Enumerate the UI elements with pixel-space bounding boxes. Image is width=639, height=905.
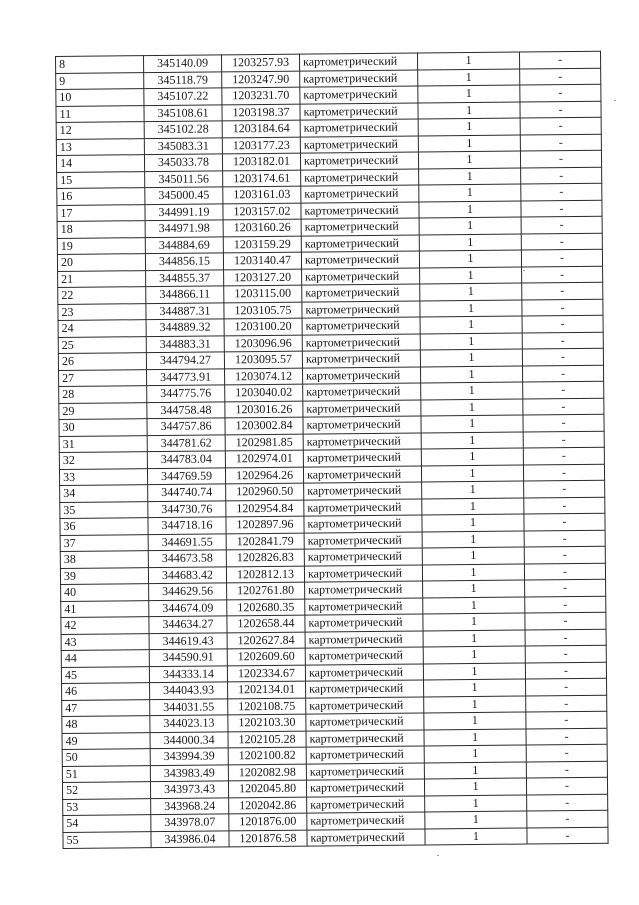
method-cell: картометрический <box>301 202 419 220</box>
accuracy-cell: 1 <box>421 415 523 432</box>
point-number-cell: 9 <box>56 72 144 89</box>
x-coordinate-cell: 344333.14 <box>149 665 227 682</box>
x-coordinate-cell: 344783.04 <box>147 451 225 468</box>
y-coordinate-cell: 1202100.82 <box>228 747 306 764</box>
y-coordinate-cell: 1202897.96 <box>226 516 304 533</box>
accuracy-cell: 1 <box>425 811 527 828</box>
method-cell: картометрический <box>302 284 420 302</box>
point-number-cell: 35 <box>60 501 148 518</box>
note-cell: - <box>523 447 604 464</box>
point-number-cell: 52 <box>62 782 150 799</box>
accuracy-cell: 1 <box>425 828 527 845</box>
accuracy-cell: 1 <box>420 316 522 333</box>
x-coordinate-cell: 343968.24 <box>151 797 229 814</box>
y-coordinate-cell: 1203159.29 <box>223 236 301 253</box>
accuracy-cell: 1 <box>423 646 525 663</box>
method-cell: картометрический <box>302 301 420 319</box>
y-coordinate-cell: 1203040.02 <box>225 384 303 401</box>
accuracy-cell: 1 <box>423 663 525 680</box>
method-cell: картометрический <box>300 119 418 137</box>
y-coordinate-cell: 1203157.02 <box>223 203 301 220</box>
y-coordinate-cell: 1202826.83 <box>226 549 304 566</box>
y-coordinate-cell: 1203002.84 <box>225 417 303 434</box>
method-cell: картометрический <box>304 498 422 516</box>
accuracy-cell: 1 <box>418 118 520 135</box>
y-coordinate-cell: 1201876.58 <box>229 830 307 847</box>
note-cell: - <box>521 216 602 233</box>
point-number-cell: 50 <box>62 749 150 766</box>
accuracy-cell: 1 <box>420 349 522 366</box>
y-coordinate-cell: 1203257.93 <box>221 54 299 71</box>
accuracy-cell: 1 <box>424 679 526 696</box>
point-number-cell: 17 <box>57 204 145 221</box>
accuracy-cell: 1 <box>424 762 526 779</box>
method-cell: картометрический <box>299 53 417 71</box>
accuracy-cell: 1 <box>419 168 521 185</box>
method-cell: картометрический <box>301 251 419 269</box>
point-number-cell: 41 <box>61 600 149 617</box>
note-cell: - <box>525 579 606 596</box>
note-cell: - <box>521 200 602 217</box>
point-number-cell: 18 <box>57 221 145 238</box>
accuracy-cell: 1 <box>419 250 521 267</box>
scan-speck <box>437 855 439 856</box>
x-coordinate-cell: 344634.27 <box>149 616 227 633</box>
x-coordinate-cell: 345108.61 <box>144 104 222 121</box>
method-cell: картометрический <box>302 268 420 286</box>
point-number-cell: 23 <box>58 303 146 320</box>
accuracy-cell: 1 <box>418 102 520 119</box>
y-coordinate-cell: 1202960.50 <box>226 483 304 500</box>
y-coordinate-cell: 1202105.28 <box>228 731 306 748</box>
point-number-cell: 38 <box>60 551 148 568</box>
y-coordinate-cell: 1202134.01 <box>228 681 306 698</box>
note-cell: - <box>524 563 605 580</box>
y-coordinate-cell: 1203160.26 <box>223 219 301 236</box>
y-coordinate-cell: 1202761.80 <box>227 582 305 599</box>
accuracy-cell: 1 <box>423 580 525 597</box>
note-cell: - <box>520 68 601 85</box>
note-cell: - <box>523 381 604 398</box>
method-cell: картометрический <box>300 86 418 104</box>
x-coordinate-cell: 344718.16 <box>148 517 226 534</box>
point-number-cell: 14 <box>56 155 144 172</box>
point-number-cell: 27 <box>59 369 147 386</box>
accuracy-cell: 1 <box>424 712 526 729</box>
y-coordinate-cell: 1203174.61 <box>223 170 301 187</box>
accuracy-cell: 1 <box>420 366 522 383</box>
x-coordinate-cell: 345000.45 <box>145 187 223 204</box>
note-cell: - <box>526 761 607 778</box>
x-coordinate-cell: 344757.86 <box>147 418 225 435</box>
note-cell: - <box>527 794 608 811</box>
accuracy-cell: 1 <box>418 151 520 168</box>
point-number-cell: 22 <box>58 287 146 304</box>
note-cell: - <box>522 299 603 316</box>
y-coordinate-cell: 1203074.12 <box>225 368 303 385</box>
x-coordinate-cell: 344856.15 <box>145 253 223 270</box>
method-cell: картометрический <box>303 383 421 401</box>
note-cell: - <box>527 827 608 844</box>
note-cell: - <box>523 398 604 415</box>
y-coordinate-cell: 1203095.57 <box>224 351 302 368</box>
method-cell: картометрический <box>306 680 424 698</box>
point-number-cell: 45 <box>61 666 149 683</box>
accuracy-cell: 1 <box>419 201 521 218</box>
method-cell: картометрический <box>301 235 419 253</box>
accuracy-cell: 1 <box>421 382 523 399</box>
accuracy-cell: 1 <box>422 547 524 564</box>
point-number-cell: 31 <box>59 435 147 452</box>
method-cell: картометрический <box>301 185 419 203</box>
x-coordinate-cell: 345102.28 <box>144 121 222 138</box>
method-cell: картометрический <box>304 548 422 566</box>
note-cell: - <box>522 282 603 299</box>
note-cell: - <box>520 134 601 151</box>
note-cell: - <box>524 480 605 497</box>
x-coordinate-cell: 343978.07 <box>151 814 229 831</box>
x-coordinate-cell: 344031.55 <box>150 698 228 715</box>
method-cell: картометрический <box>302 334 420 352</box>
x-coordinate-cell: 344769.59 <box>147 467 225 484</box>
y-coordinate-cell: 1203140.47 <box>223 252 301 269</box>
accuracy-cell: 1 <box>424 778 526 795</box>
y-coordinate-cell: 1202981.85 <box>225 434 303 451</box>
accuracy-cell: 1 <box>422 498 524 515</box>
x-coordinate-cell: 343994.39 <box>150 748 228 765</box>
point-number-cell: 54 <box>63 815 151 832</box>
y-coordinate-cell: 1201876.00 <box>229 813 307 830</box>
accuracy-cell: 1 <box>421 465 523 482</box>
accuracy-cell: 1 <box>424 745 526 762</box>
x-coordinate-cell: 344683.42 <box>148 566 226 583</box>
point-number-cell: 44 <box>61 650 149 667</box>
accuracy-cell: 1 <box>419 234 521 251</box>
x-coordinate-cell: 344971.98 <box>145 220 223 237</box>
coordinates-table <box>55 51 609 849</box>
point-number-cell: 55 <box>63 831 151 848</box>
point-number-cell: 11 <box>56 105 144 122</box>
method-cell: картометрический <box>303 416 421 434</box>
y-coordinate-cell: 1203198.37 <box>222 104 300 121</box>
x-coordinate-cell: 345083.31 <box>144 137 222 154</box>
method-cell: картометрический <box>300 70 418 88</box>
method-cell: картометрический <box>305 614 423 632</box>
accuracy-cell: 1 <box>420 283 522 300</box>
note-cell: - <box>523 464 604 481</box>
x-coordinate-cell: 344590.91 <box>149 649 227 666</box>
point-number-cell: 24 <box>58 320 146 337</box>
note-cell: - <box>521 167 602 184</box>
accuracy-cell: 1 <box>423 597 525 614</box>
point-number-cell: 13 <box>56 138 144 155</box>
point-number-cell: 43 <box>61 633 149 650</box>
note-cell: - <box>525 645 606 662</box>
y-coordinate-cell: 1203096.96 <box>224 335 302 352</box>
x-coordinate-cell: 344691.55 <box>148 533 226 550</box>
x-coordinate-cell: 343973.43 <box>150 781 228 798</box>
point-number-cell: 10 <box>56 89 144 106</box>
note-cell: - <box>526 695 607 712</box>
accuracy-cell: 1 <box>420 267 522 284</box>
point-number-cell: 28 <box>59 386 147 403</box>
y-coordinate-cell: 1202964.26 <box>225 467 303 484</box>
point-number-cell: 49 <box>62 732 150 749</box>
point-number-cell: 16 <box>57 188 145 205</box>
point-number-cell: 47 <box>62 699 150 716</box>
accuracy-cell: 1 <box>423 630 525 647</box>
y-coordinate-cell: 1203016.26 <box>225 401 303 418</box>
point-number-cell: 33 <box>59 468 147 485</box>
accuracy-cell: 1 <box>422 481 524 498</box>
y-coordinate-cell: 1202627.84 <box>227 632 305 649</box>
method-cell: картометрический <box>305 597 423 615</box>
note-cell: - <box>522 315 603 332</box>
y-coordinate-cell: 1202082.98 <box>228 764 306 781</box>
y-coordinate-cell: 1202954.84 <box>226 500 304 517</box>
accuracy-cell: 1 <box>417 52 519 69</box>
accuracy-cell: 1 <box>420 333 522 350</box>
note-cell: - <box>522 332 603 349</box>
point-number-cell: 26 <box>58 353 146 370</box>
scan-speck <box>523 270 525 271</box>
method-cell: картометрический <box>301 218 419 236</box>
x-coordinate-cell: 344889.32 <box>146 319 224 336</box>
method-cell: картометрический <box>306 779 424 797</box>
method-cell: картометрический <box>302 317 420 335</box>
method-cell: картометрический <box>300 136 418 154</box>
accuracy-cell: 1 <box>420 300 522 317</box>
method-cell: картометрический <box>304 564 422 582</box>
y-coordinate-cell: 1202334.67 <box>227 665 305 682</box>
point-number-cell: 37 <box>60 534 148 551</box>
x-coordinate-cell: 345033.78 <box>144 154 222 171</box>
point-number-cell: 40 <box>61 584 149 601</box>
note-cell: - <box>524 546 605 563</box>
note-cell: - <box>525 629 606 646</box>
x-coordinate-cell: 344884.69 <box>145 236 223 253</box>
x-coordinate-cell: 344794.27 <box>146 352 224 369</box>
y-coordinate-cell: 1203100.20 <box>224 318 302 335</box>
x-coordinate-cell: 344758.48 <box>147 401 225 418</box>
point-number-cell: 12 <box>56 122 144 139</box>
point-number-cell: 46 <box>62 683 150 700</box>
y-coordinate-cell: 1203115.00 <box>224 285 302 302</box>
point-number-cell: 15 <box>57 171 145 188</box>
note-cell: - <box>522 348 603 365</box>
y-coordinate-cell: 1203231.70 <box>222 87 300 104</box>
note-cell: - <box>521 249 602 266</box>
point-number-cell: 29 <box>59 402 147 419</box>
point-number-cell: 20 <box>57 254 145 271</box>
point-number-cell: 30 <box>59 419 147 436</box>
note-cell: - <box>523 414 604 431</box>
accuracy-cell: 1 <box>423 613 525 630</box>
x-coordinate-cell: 344674.09 <box>149 599 227 616</box>
note-cell: - <box>526 744 607 761</box>
method-cell: картометрический <box>303 367 421 385</box>
x-coordinate-cell: 345118.79 <box>144 71 222 88</box>
x-coordinate-cell: 343983.49 <box>150 764 228 781</box>
method-cell: картометрический <box>306 746 424 764</box>
accuracy-cell: 1 <box>418 85 520 102</box>
x-coordinate-cell: 344773.91 <box>147 368 225 385</box>
note-cell: - <box>527 810 608 827</box>
note-cell: - <box>525 612 606 629</box>
x-coordinate-cell: 344619.43 <box>149 632 227 649</box>
method-cell: картометрический <box>307 828 425 846</box>
x-coordinate-cell: 344775.76 <box>147 385 225 402</box>
x-coordinate-cell: 344629.56 <box>149 583 227 600</box>
method-cell: картометрический <box>304 515 422 533</box>
point-number-cell: 39 <box>60 567 148 584</box>
method-cell: картометрический <box>300 103 418 121</box>
y-coordinate-cell: 1202108.75 <box>228 698 306 715</box>
accuracy-cell: 1 <box>419 184 521 201</box>
y-coordinate-cell: 1202680.35 <box>227 599 305 616</box>
y-coordinate-cell: 1202045.80 <box>228 780 306 797</box>
method-cell: картометрический <box>307 795 425 813</box>
x-coordinate-cell: 344043.93 <box>150 682 228 699</box>
scan-speck <box>614 100 616 101</box>
method-cell: картометрический <box>305 663 423 681</box>
note-cell: - <box>526 728 607 745</box>
note-cell: - <box>522 266 603 283</box>
accuracy-cell: 1 <box>421 399 523 416</box>
method-cell: картометрический <box>306 729 424 747</box>
y-coordinate-cell: 1202658.44 <box>227 615 305 632</box>
y-coordinate-cell: 1202609.60 <box>227 648 305 665</box>
note-cell: - <box>526 777 607 794</box>
y-coordinate-cell: 1202103.30 <box>228 714 306 731</box>
accuracy-cell: 1 <box>422 564 524 581</box>
x-coordinate-cell: 344883.31 <box>146 335 224 352</box>
note-cell: - <box>519 51 600 68</box>
y-coordinate-cell: 1202841.79 <box>226 533 304 550</box>
method-cell: картометрический <box>303 400 421 418</box>
method-cell: картометрический <box>301 169 419 187</box>
note-cell: - <box>522 365 603 382</box>
note-cell: - <box>521 233 602 250</box>
y-coordinate-cell: 1203177.23 <box>222 137 300 154</box>
note-cell: - <box>526 678 607 695</box>
accuracy-cell: 1 <box>422 531 524 548</box>
note-cell: - <box>520 117 601 134</box>
note-cell: - <box>524 530 605 547</box>
x-coordinate-cell: 343986.04 <box>151 830 229 847</box>
method-cell: картометрический <box>300 152 418 170</box>
x-coordinate-cell: 344887.31 <box>146 302 224 319</box>
y-coordinate-cell: 1203184.64 <box>222 120 300 137</box>
method-cell: картометрический <box>302 350 420 368</box>
point-number-cell: 48 <box>62 716 150 733</box>
x-coordinate-cell: 344991.19 <box>145 203 223 220</box>
accuracy-cell: 1 <box>425 795 527 812</box>
method-cell: картометрический <box>306 713 424 731</box>
point-number-cell: 25 <box>58 336 146 353</box>
y-coordinate-cell: 1203161.03 <box>223 186 301 203</box>
y-coordinate-cell: 1203247.90 <box>222 71 300 88</box>
note-cell: - <box>524 497 605 514</box>
note-cell: - <box>524 513 605 530</box>
accuracy-cell: 1 <box>421 448 523 465</box>
y-coordinate-cell: 1203127.20 <box>224 269 302 286</box>
note-cell: - <box>520 101 601 118</box>
note-cell: - <box>526 711 607 728</box>
x-coordinate-cell: 344023.13 <box>150 715 228 732</box>
accuracy-cell: 1 <box>418 69 520 86</box>
method-cell: картометрический <box>303 433 421 451</box>
point-number-cell: 34 <box>60 485 148 502</box>
note-cell: - <box>523 431 604 448</box>
y-coordinate-cell: 1202042.86 <box>229 797 307 814</box>
note-cell: - <box>520 150 601 167</box>
point-number-cell: 53 <box>63 798 151 815</box>
method-cell: картометрический <box>303 449 421 467</box>
note-cell: - <box>525 596 606 613</box>
coordinates-table-body <box>56 51 609 848</box>
method-cell: картометрический <box>304 531 422 549</box>
accuracy-cell: 1 <box>424 696 526 713</box>
method-cell: картометрический <box>305 581 423 599</box>
accuracy-cell: 1 <box>421 432 523 449</box>
method-cell: картометрический <box>306 696 424 714</box>
point-number-cell: 19 <box>57 237 145 254</box>
accuracy-cell: 1 <box>418 135 520 152</box>
method-cell: картометрический <box>307 812 425 830</box>
point-number-cell: 51 <box>62 765 150 782</box>
y-coordinate-cell: 1202812.13 <box>226 566 304 583</box>
x-coordinate-cell: 344866.11 <box>146 286 224 303</box>
accuracy-cell: 1 <box>419 217 521 234</box>
note-cell: - <box>525 662 606 679</box>
method-cell: картометрический <box>305 630 423 648</box>
x-coordinate-cell: 344730.76 <box>148 500 226 517</box>
x-coordinate-cell: 345107.22 <box>144 88 222 105</box>
point-number-cell: 32 <box>59 452 147 469</box>
x-coordinate-cell: 344781.62 <box>147 434 225 451</box>
method-cell: картометрический <box>304 482 422 500</box>
y-coordinate-cell: 1203182.01 <box>222 153 300 170</box>
x-coordinate-cell: 344673.58 <box>148 550 226 567</box>
method-cell: картометрический <box>306 762 424 780</box>
point-number-cell: 36 <box>60 518 148 535</box>
x-coordinate-cell: 344740.74 <box>148 484 226 501</box>
y-coordinate-cell: 1203105.75 <box>224 302 302 319</box>
note-cell: - <box>520 84 601 101</box>
accuracy-cell: 1 <box>422 514 524 531</box>
y-coordinate-cell: 1202974.01 <box>225 450 303 467</box>
method-cell: картометрический <box>305 647 423 665</box>
x-coordinate-cell: 344855.37 <box>146 269 224 286</box>
point-number-cell: 8 <box>56 56 144 73</box>
x-coordinate-cell: 345140.09 <box>144 55 222 72</box>
point-number-cell: 42 <box>61 617 149 634</box>
x-coordinate-cell: 344000.34 <box>150 731 228 748</box>
note-cell: - <box>521 183 602 200</box>
method-cell: картометрический <box>303 466 421 484</box>
accuracy-cell: 1 <box>424 729 526 746</box>
x-coordinate-cell: 345011.56 <box>145 170 223 187</box>
point-number-cell: 21 <box>58 270 146 287</box>
